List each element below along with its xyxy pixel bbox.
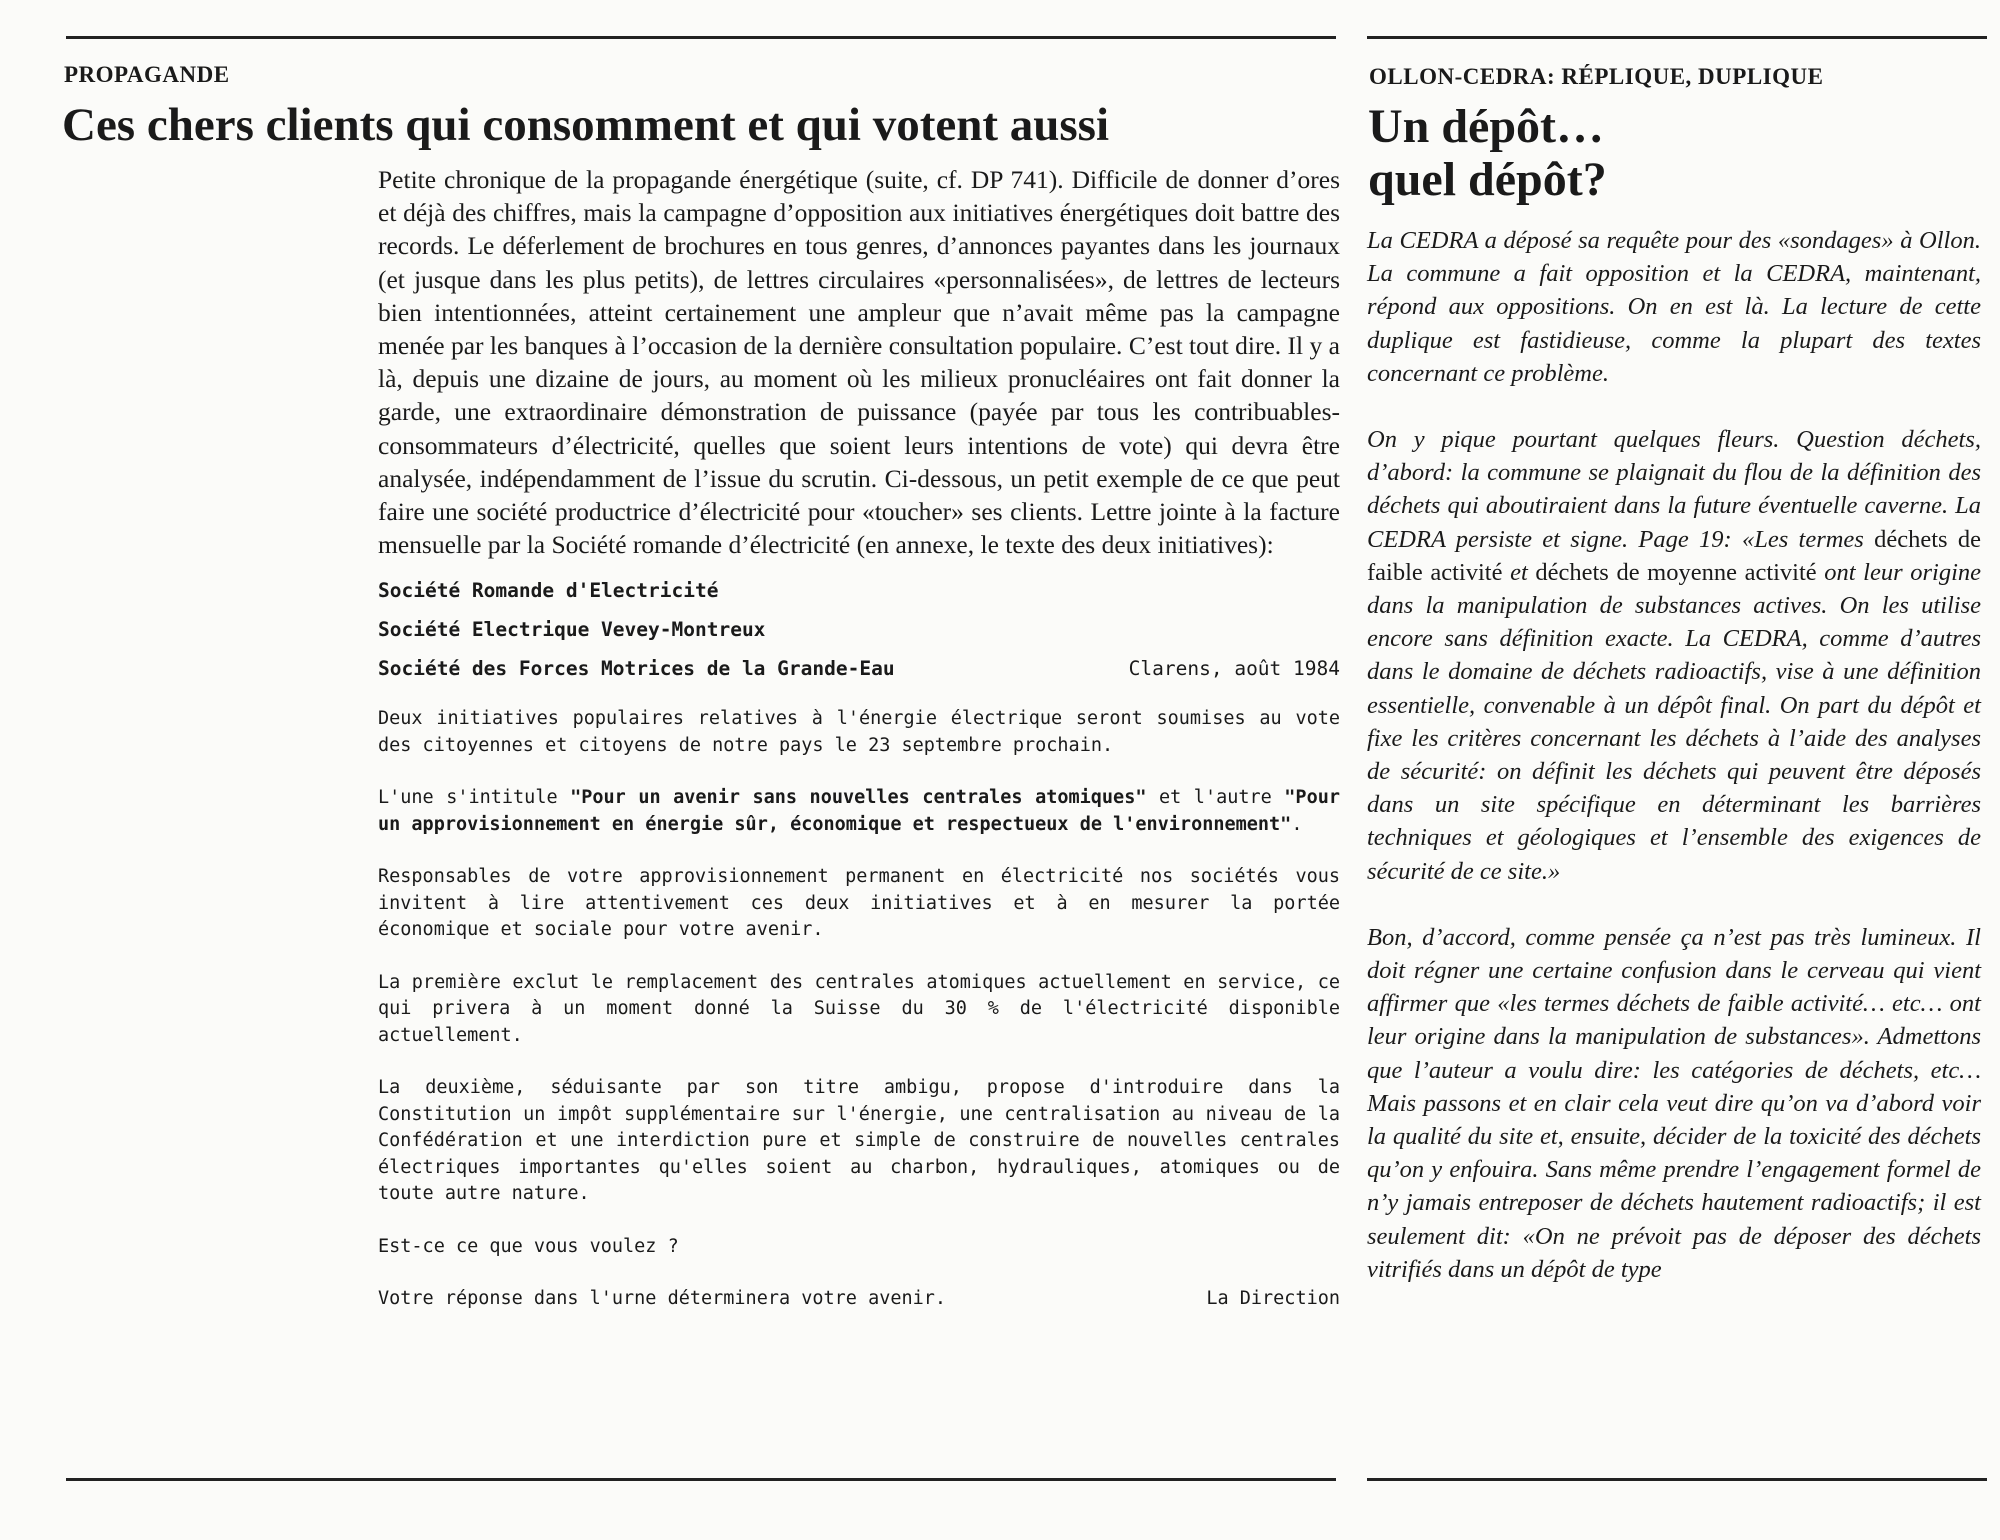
bottom-rule-left <box>66 1478 1336 1481</box>
letter-signature: La Direction <box>1206 1288 1340 1310</box>
left-intro-paragraph: Petite chronique de la propagande énergétique (suite, cf. DP 741). Difficile de donner d’ores et déjà des chiffres, mais la campagne d’opposition aux initiatives énergétiques doit battre des records. Le déferlement de brochures en tous genres, d’annonces payantes dans les journaux (et jusque dans les plus petits), de lettres circulaires «personnalisées», de lettres de lecteurs bien intentionnées, atteint certainement une ampleur que n’avait même pas la campagne menée par les banques à l’occasion de la dernière consultation populaire. C’est tout dire. Il y a là, depuis une dizaine de jours, au moment où les milieux pronucléaires ont fait donner la garde, une extraordinaire démonstration de puissance (payée par tous les contribuables-consommateurs d’électricité, quelles que soient leurs intentions de vote) qui devra être analysée, indépendamment de l’issue du scrutin. Ci-dessous, un petit exemple de ce que peut faire une société productrice d’électricité pour «toucher» ses clients. Lettre jointe à la facture mensuelle par la Société romande d’électricité (en annexe, le texte des deux initiatives): <box>378 165 1340 560</box>
right-paragraph-2 <box>1367 423 1981 888</box>
letter-sender-3: Société des Forces Motrices de la Grande-Eau <box>378 657 895 681</box>
letter-question: Est-ce ce que vous voulez ? <box>378 1235 679 1257</box>
letter-sender-2: Société Electrique Vevey-Montreux <box>378 618 766 642</box>
letter-paragraph-3: Responsables de votre approvisionnement permanent en électricité nos sociétés vous invitent à lire attentivement ces deux initiatives et à en mesurer la portée économique et sociale pour votre avenir. <box>378 866 1340 941</box>
left-kicker: PROPAGANDE <box>64 62 230 87</box>
initiative-title-1: "Pour un avenir sans nouvelles centrales atomiques" <box>570 787 1147 809</box>
letter-paragraph-5: La deuxième, séduisante par son titre ambigu, propose d'introduire dans la Constitution un impôt supplémentaire sur l'énergie, une centralisation au niveau de la Confédération et une interdiction pure et simple de construire de nouvelles centrales électriques importantes qu'elles soient au charbon, hydrauliques, atomiques ou de toute autre nature. <box>378 1077 1340 1205</box>
letter-closing-row <box>378 1286 1340 1313</box>
left-headline: Ces chers clients qui consomment et qui votent aussi <box>62 99 1110 151</box>
letter-p2-start: L'une s'intitule <box>378 787 571 809</box>
right-paragraph-1: La CEDRA a déposé sa requête pour des «sondages» à Ollon. La commune a fait opposition et la CEDRA, maintenant, répond aux oppositions. On en est là. La lecture de cette duplique est fastidieuse, comme la plupart des textes concernant ce problème. <box>1367 227 1981 387</box>
right-p2-c: et <box>1502 558 1536 586</box>
top-rule-left <box>66 36 1336 39</box>
letter-closing: Votre réponse dans l'urne déterminera votre avenir. <box>378 1288 947 1310</box>
top-rule-right <box>1367 36 1987 39</box>
right-paragraph-3: Bon, d’accord, comme pensée ça n’est pas très lumineux. Il doit régner une certaine confusion dans le cerveau qui vient affirmer que «les termes déchets de faible activité… etc… ont leur origine dans la manipulation de substances». Admettons que l’auteur a voulu dire: les catégories de déchets, etc… Mais passons et en clair cela veut dire qu’on va d’abord voir la qualité du site et, ensuite, décider de la toxicité des déchets qu’on y enfouira. Sans même prendre l’engagement formel de n’y jamais entreposer de déchets hautement radioactifs; il est seulement dit: «On ne prévoit pas de déposer des déchets vitrifiés dans un dépôt de type <box>1367 923 1981 1283</box>
bottom-rule-right <box>1367 1478 1987 1481</box>
right-kicker: OLLON-CEDRA: RÉPLIQUE, DUPLIQUE <box>1369 64 1824 89</box>
term-moyenne-activite: déchets de moyenne activité <box>1535 558 1817 586</box>
letter-paragraph-1: Deux initiatives populaires relatives à l'énergie électrique seront soumises au vote des citoyennes et citoyens de notre pays le 23 septembre prochain. <box>378 708 1340 756</box>
letter-place-date: Clarens, août 1984 <box>1128 657 1340 681</box>
letter-p2-end: . <box>1291 813 1303 835</box>
left-article-body <box>378 163 1340 1313</box>
letter-paragraph-4: La première exclut le remplacement des centrales atomiques actuellement en service, ce qui privera à un moment donné la Suisse du 30 % de l'électricité disponible actuellement. <box>378 971 1340 1046</box>
letter-sender-3-row <box>378 658 1340 680</box>
right-headline-line-2: quel dépôt? <box>1368 153 1607 206</box>
right-article-body <box>1367 224 1981 1286</box>
letter-paragraph-2 <box>378 785 1340 838</box>
right-headline-line-1: Un dépôt… <box>1368 100 1605 153</box>
right-p2-e: ont leur origine dans la manipulation de substances actives. On les utilise encore sans définition exacte. La CEDRA, comme d’autres dans le domaine de déchets radioactifs, vise à une définition essentielle, convenable à un dépôt final. On part du dépôt et fixe les critères concernant les déchets à l’aide des analyses de sécurité: on définit les déchets qui peuvent être déposés dans un site spécifique en déterminant les barrières techniques et géologiques et l’ensemble des exigences de sécurité de ce site.» <box>1367 558 1982 885</box>
letter-sender-1: Société Romande d'Electricité <box>378 579 719 603</box>
term-faible-activite: déchets de faible activité <box>1367 525 1981 586</box>
letter-p2-mid: et l'autre <box>1146 787 1285 809</box>
initiative-title-2: "Pour un approvisionnement en énergie sûr, économique et respectueux de l'environnement" <box>378 787 1340 835</box>
right-p2-a: On y pique pourtant quelques fleurs. Question déchets, d’abord: la commune se plaignait du flou de la définition des déchets qui aboutiraient dans la future éventuelle caverne. La CEDRA persiste et signe. Page 19: «Les termes <box>1367 426 1981 553</box>
letter-block <box>378 580 1340 1313</box>
